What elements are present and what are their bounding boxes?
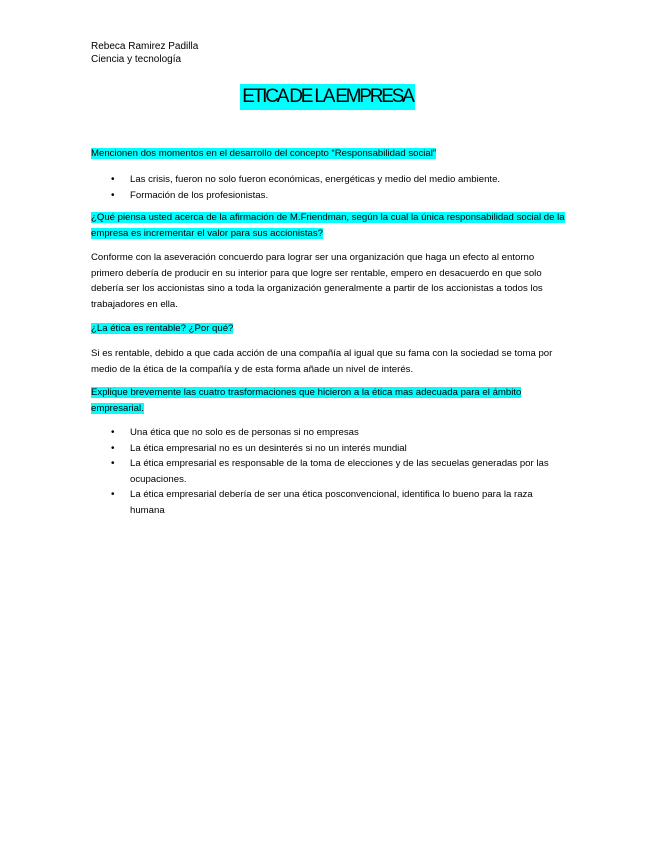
question-2-block	[91, 210, 569, 241]
document-title: ETICA DE LA EMPRESA	[240, 84, 414, 110]
question-1-block	[91, 146, 565, 162]
document-header	[91, 40, 198, 66]
question-3-block	[91, 321, 565, 337]
question-1-answer-list	[91, 172, 565, 203]
question-4: Explique brevemente las cuatro trasformaciones que hicieron a la ética mas adecuada para el ámbito empresarial.	[91, 387, 522, 414]
question-2: ¿Qué piensa usted acerca de la afirmación de M.Friendman, según la cual la única responsabilidad social de la empresa es incrementar el valor para sus accionistas?	[91, 212, 565, 239]
question-4-block	[91, 385, 551, 416]
question-4-answer-list	[91, 425, 561, 519]
list-item: • Una ética que no solo es de personas si no empresas	[91, 425, 561, 441]
question-3: ¿La ética es rentable? ¿Por qué?	[91, 323, 234, 334]
course-name: Ciencia y tecnología	[91, 54, 182, 65]
author-name: Rebeca Ramirez Padilla	[91, 41, 199, 52]
list-item: • La ética empresarial no es un desinterés si no un interés mundial	[91, 441, 561, 457]
list-item: • Formación de los profesionistas.	[91, 188, 565, 204]
list-item: • Las crisis, fueron no solo fueron económicas, energéticas y medio del medio ambiente.	[91, 172, 565, 188]
list-item: • La ética empresarial es responsable de la toma de elecciones y de las secuelas generadas por las ocupaciones.	[91, 456, 561, 487]
title-container	[0, 84, 655, 110]
question-3-answer: Si es rentable, debido a que cada acción de una compañía al igual que su fama con la sociedad se toma por medio de la ética de la compañía y de esta forma añade un nivel de interés.	[91, 348, 553, 375]
question-1: Mencionen dos momentos en el desarrollo del concepto “Responsabilidad social”	[91, 148, 437, 159]
list-item: • La ética empresarial debería de ser una ética posconvencional, identifica lo bueno para la raza humana	[91, 487, 561, 518]
question-2-answer: Conforme con la aseveración concuerdo para lograr ser una organización que haga un efecto al entorno primero debería de producir en su interior para que logre ser rentable, empero en desacuerdo en que solo debería ser los accionistas sino a toda la organización generalmente a partir de los accionistas a todos los trabajadores en ella.	[91, 252, 543, 310]
